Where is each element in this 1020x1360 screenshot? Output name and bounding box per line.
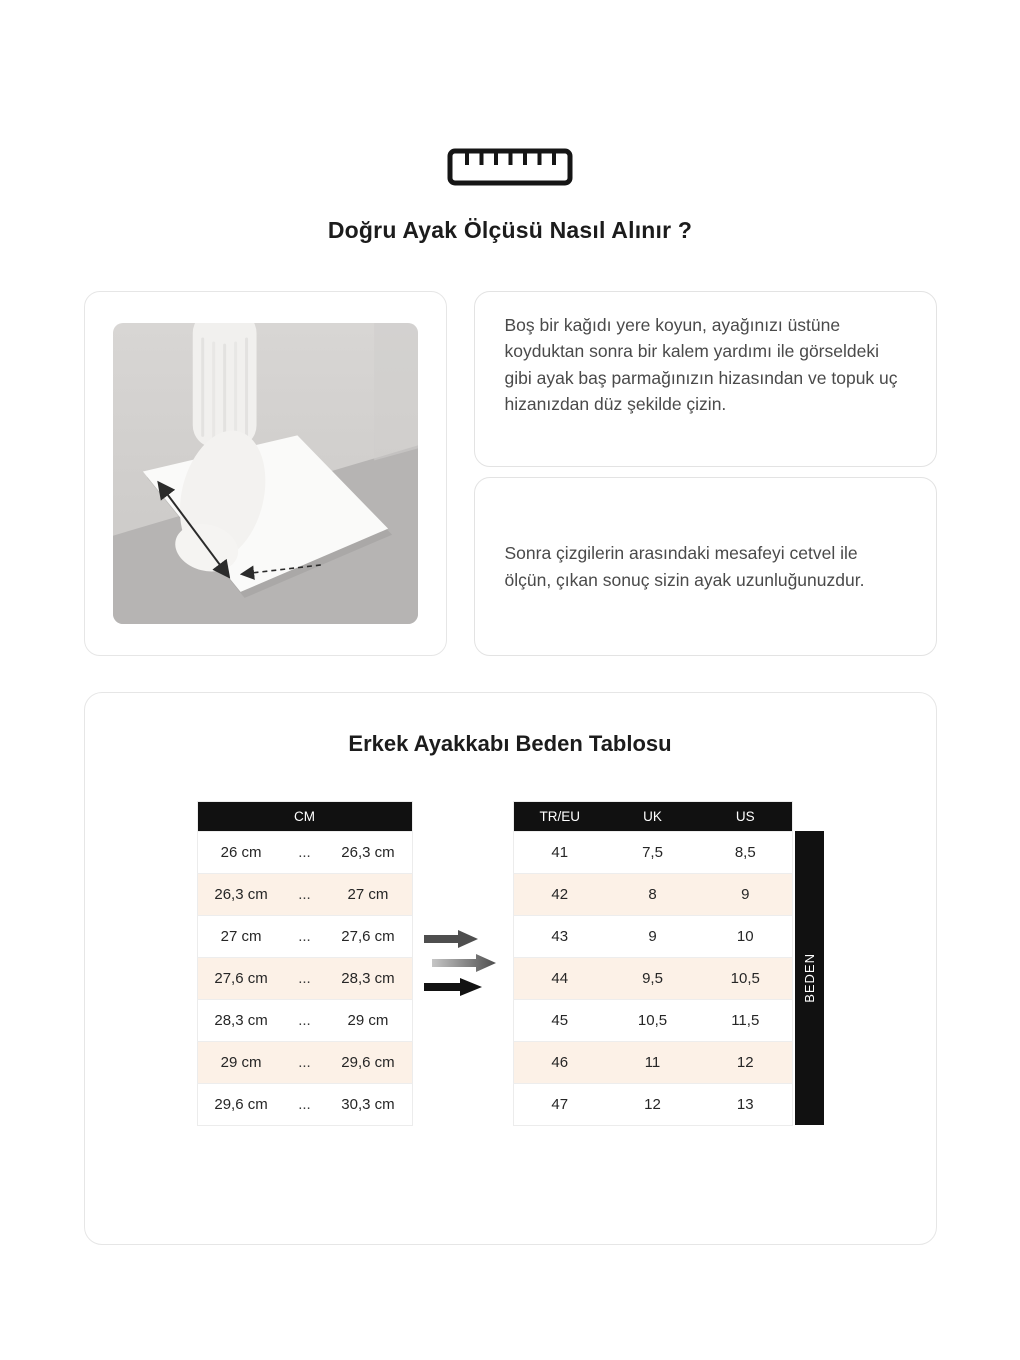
- table-cell: 43: [513, 916, 606, 958]
- conversion-arrows-icon: [413, 929, 513, 1001]
- foot-measurement-photo-card: [84, 291, 447, 656]
- table-row: [197, 832, 412, 874]
- table-row: [513, 1042, 792, 1084]
- table-cell: 27 cm: [197, 916, 285, 958]
- size-chart-title: Erkek Ayakkabı Beden Tablosu: [348, 731, 672, 756]
- table-cell: 46: [513, 1042, 606, 1084]
- size-table-header-uk: UK: [606, 802, 699, 832]
- table-cell: 12: [699, 1042, 792, 1084]
- table-cell: 13: [699, 1084, 792, 1126]
- table-row: [513, 958, 792, 1000]
- table-cell: 47: [513, 1084, 606, 1126]
- table-cell: 9,5: [606, 958, 699, 1000]
- size-chart-card: [84, 692, 937, 1245]
- instruction-card-1: [474, 291, 937, 467]
- table-cell: 8,5: [699, 832, 792, 874]
- table-cell: 10,5: [606, 1000, 699, 1042]
- instruction-text-2: Sonra çizgilerin arasındaki mesafeyi cetvel ile ölçün, çıkan sonuç sizin ayak uzunluğunuzdur.: [504, 543, 865, 590]
- table-cell: 11,5: [699, 1000, 792, 1042]
- table-cell: ...: [285, 1084, 325, 1126]
- how-to-section: [84, 291, 937, 656]
- table-cell: ...: [285, 916, 325, 958]
- table-row: [513, 1084, 792, 1126]
- table-row: [513, 832, 792, 874]
- table-cell: 29,6 cm: [324, 1042, 412, 1084]
- table-cell: 26,3 cm: [324, 832, 412, 874]
- table-cell: 28,3 cm: [197, 1000, 285, 1042]
- table-cell: 26,3 cm: [197, 874, 285, 916]
- table-row: [197, 1042, 412, 1084]
- table-cell: 8: [606, 874, 699, 916]
- instruction-text-1: Boş bir kağıdı yere koyun, ayağınızı üstüne koyduktan sonra bir kalem yardımı ile görseldeki gibi ayak baş parmağınızın hizasından ve topuk uç hizanızdan düz şekilde çizin.: [504, 315, 898, 414]
- table-cell: ...: [285, 958, 325, 1000]
- instruction-card-2: [474, 477, 937, 656]
- size-table: [513, 801, 793, 1126]
- table-cell: 12: [606, 1084, 699, 1126]
- table-row: [513, 1000, 792, 1042]
- table-cell: 9: [699, 874, 792, 916]
- table-cell: 27,6 cm: [197, 958, 285, 1000]
- size-table-wrap: [513, 801, 824, 1126]
- table-cell: 41: [513, 832, 606, 874]
- table-cell: 42: [513, 874, 606, 916]
- instruction-column: [474, 291, 937, 656]
- table-cell: ...: [285, 832, 325, 874]
- table-cell: 11: [606, 1042, 699, 1084]
- table-cell: 27 cm: [324, 874, 412, 916]
- table-row: [197, 958, 412, 1000]
- page-title: Doğru Ayak Ölçüsü Nasıl Alınır ?: [327, 217, 693, 243]
- table-row: [197, 1084, 412, 1126]
- table-cell: 26 cm: [197, 832, 285, 874]
- size-chart-body: [85, 801, 936, 1126]
- table-cell: ...: [285, 874, 325, 916]
- cm-table-header: CM: [197, 802, 412, 832]
- ruler-icon: [0, 0, 1020, 186]
- table-cell: 30,3 cm: [324, 1084, 412, 1126]
- table-cell: 29 cm: [197, 1042, 285, 1084]
- size-table-header-treu: TR/EU: [513, 802, 606, 832]
- table-cell: 29 cm: [324, 1000, 412, 1042]
- table-cell: ...: [285, 1042, 325, 1084]
- table-row: [513, 874, 792, 916]
- table-cell: 28,3 cm: [324, 958, 412, 1000]
- table-row: [197, 874, 412, 916]
- foot-on-paper-photo: [113, 323, 418, 624]
- table-row: [197, 916, 412, 958]
- table-row: [197, 1000, 412, 1042]
- table-cell: 9: [606, 916, 699, 958]
- table-cell: 7,5: [606, 832, 699, 874]
- cm-table: [197, 801, 413, 1126]
- beden-side-label: [795, 831, 824, 1125]
- table-cell: 29,6 cm: [197, 1084, 285, 1126]
- table-cell: 10: [699, 916, 792, 958]
- table-cell: ...: [285, 1000, 325, 1042]
- table-cell: 27,6 cm: [324, 916, 412, 958]
- table-cell: 45: [513, 1000, 606, 1042]
- beden-label-text: BEDEN: [801, 953, 817, 1003]
- size-table-header-us: US: [699, 802, 792, 832]
- table-row: [513, 916, 792, 958]
- table-cell: 44: [513, 958, 606, 1000]
- table-cell: 10,5: [699, 958, 792, 1000]
